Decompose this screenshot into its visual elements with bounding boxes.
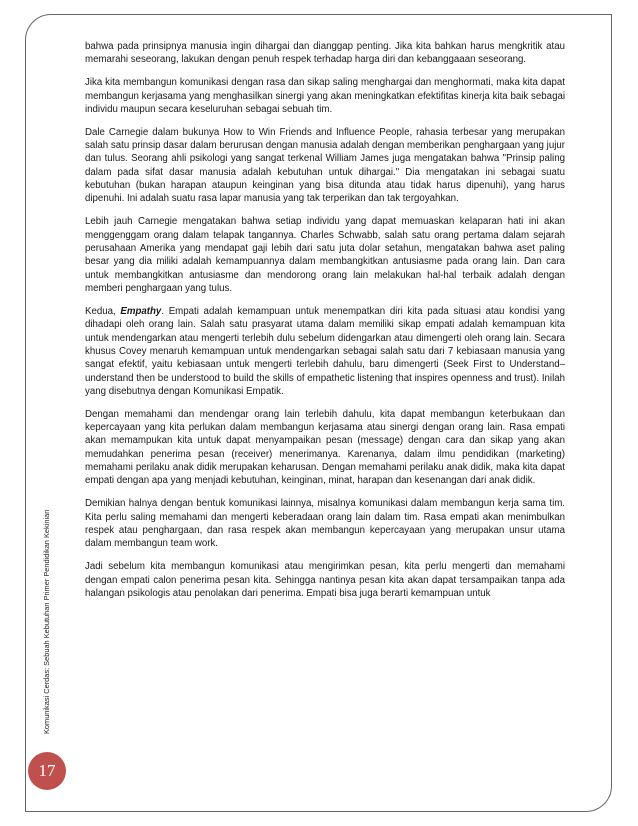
empathy-text: . Empati adalah kemampuan untuk menempatkan diri kita pada situasi atau kondisi yang dihadapi oleh orang lain. Salah satu prasyarat utama dalam memiliki sikap empati adalah kemampuan kita untuk mendengarkan atau mengerti terlebih dulu sebelum didengarkan atau dimengerti oleh orang lain. Secara khusus Covey menaruh kemampuan untuk mendengarkan sebagai salah satu dari 7 kebiasaan manusia yang sangat efektif, yaitu kebiasaan untuk mengerti terlebih dahulu, baru dimengerti (Seek First to Understand–understand then be understood to build the skills of empathetic listening that inspires openness and trust). Inilah yang disebutnya dengan Komunikasi Empatik. — [85, 305, 565, 397]
paragraph: Demikian halnya dengan bentuk komunikasi lainnya, misalnya komunikasi dalam membangun kerja sama tim. Kita perlu saling memahami dan mengerti keberadaan orang lain dalam tim. Rasa empati akan menimbulkan respek atau penghargaan, dan rasa respek akan membangun kepercayaan yang merupakan unsur utama dalam membangun team work. — [85, 498, 565, 550]
page-number: 17 — [38, 761, 56, 780]
paragraph: Jika kita membangun komunikasi dengan rasa dan sikap saling menghargai dan menghormati, maka kita dapat membangun kerjasama yang menghasilkan sinergi yang akan meningkatkan efektifitas kinerja kita baik sebagai individu maupun secara keseluruhan sebagai sebuah tim. — [85, 77, 565, 115]
body-text — [85, 40, 565, 610]
paragraph: bahwa pada prinsipnya manusia ingin dihargai dan dianggap penting. Jika kita bahkan harus mengkritik atau memarahi seseorang, lakukan dengan penuh respek terhadap harga diri dan kebanggaaan seseorang. — [85, 41, 565, 66]
paragraph: Lebih jauh Carnegie mengatakan bahwa setiap individu yang dapat memuaskan kelaparan hati ini akan menggenggam orang dalam telapak tangannya. Charles Schwabb, salah satu orang pertama dalam sejarah perusahaan Amerika yang mendapat gaji lebih dari satu juta dolar setahun, mengatakan bahwa aset paling besar yang dia miliki adalah kemampuannya dalam membangkitkan antusiasme pada orang lain. Dan cara untuk membangkitkan antusiasme dan mendorong orang lain melakukan hal-hal terbaik adalah dengan memberi penghargaan yang tulus. — [85, 216, 565, 294]
paragraph: Dale Carnegie dalam bukunya How to Win Friends and Influence People, rahasia terbesar yang merupakan salah satu prinsip dasar dalam berurusan dengan manusia adalah dengan memberikan penghargaan yang jujur dan tulus. Seorang ahli psikologi yang sangat terkenal William James juga mengatakan bahwa "Prinsip paling dalam pada sifat dasar manusia adalah kebutuhan untuk dihargai." Dia mengatakan ini sebagai suatu kebutuhan (bukan harapan ataupun keinginan yang bisa ditunda atau tidak harus dipenuhi), yang harus dipenuhi. Ini adalah suatu rasa lapar manusia yang tak terperikan dan tak tergoyahkan. — [85, 126, 565, 205]
empathy-term: Empathy — [120, 305, 162, 317]
running-header: Komunikasi Cerdas: Sebuah Kebutuhan Primer Pendidikan Kekinian — [42, 509, 51, 734]
page-number-badge — [28, 752, 66, 790]
paragraph-empathy — [85, 305, 565, 398]
empathy-prefix: Kedua, — [85, 305, 121, 317]
paragraph: Jadi sebelum kita membangun komunikasi atau mengirimkan pesan, kita perlu mengerti dan memahami dengan empati calon penerima pesan kita. Sehingga nantinya pesan kita akan dapat tersampaikan tanpa ada halangan psikologis atau penolakan dari penerima. Empati bisa juga berarti kemampuan untuk — [85, 561, 565, 599]
paragraph: Dengan memahami dan mendengar orang lain terlebih dahulu, kita dapat membangun keterbukaan dan kepercayaan yang kita perlukan dalam membangun kerjasama atau sinergi dengan orang lain. Rasa empati akan memampukan kita untuk dapat menyampaikan pesan (message) dengan cara dan sikap yang akan memudahkan penerima pesan (receiver) menerimanya. Karenanya, dalam ilmu pendidikan (marketing) memahami perilaku anak didik merupakan keharusan. Dengan memahami perilaku anak didik, maka kita dapat empati dengan apa yang menjadi kebutuhan, keinginan, minat, harapan dan kesenangan dari anak didik. — [85, 408, 565, 487]
